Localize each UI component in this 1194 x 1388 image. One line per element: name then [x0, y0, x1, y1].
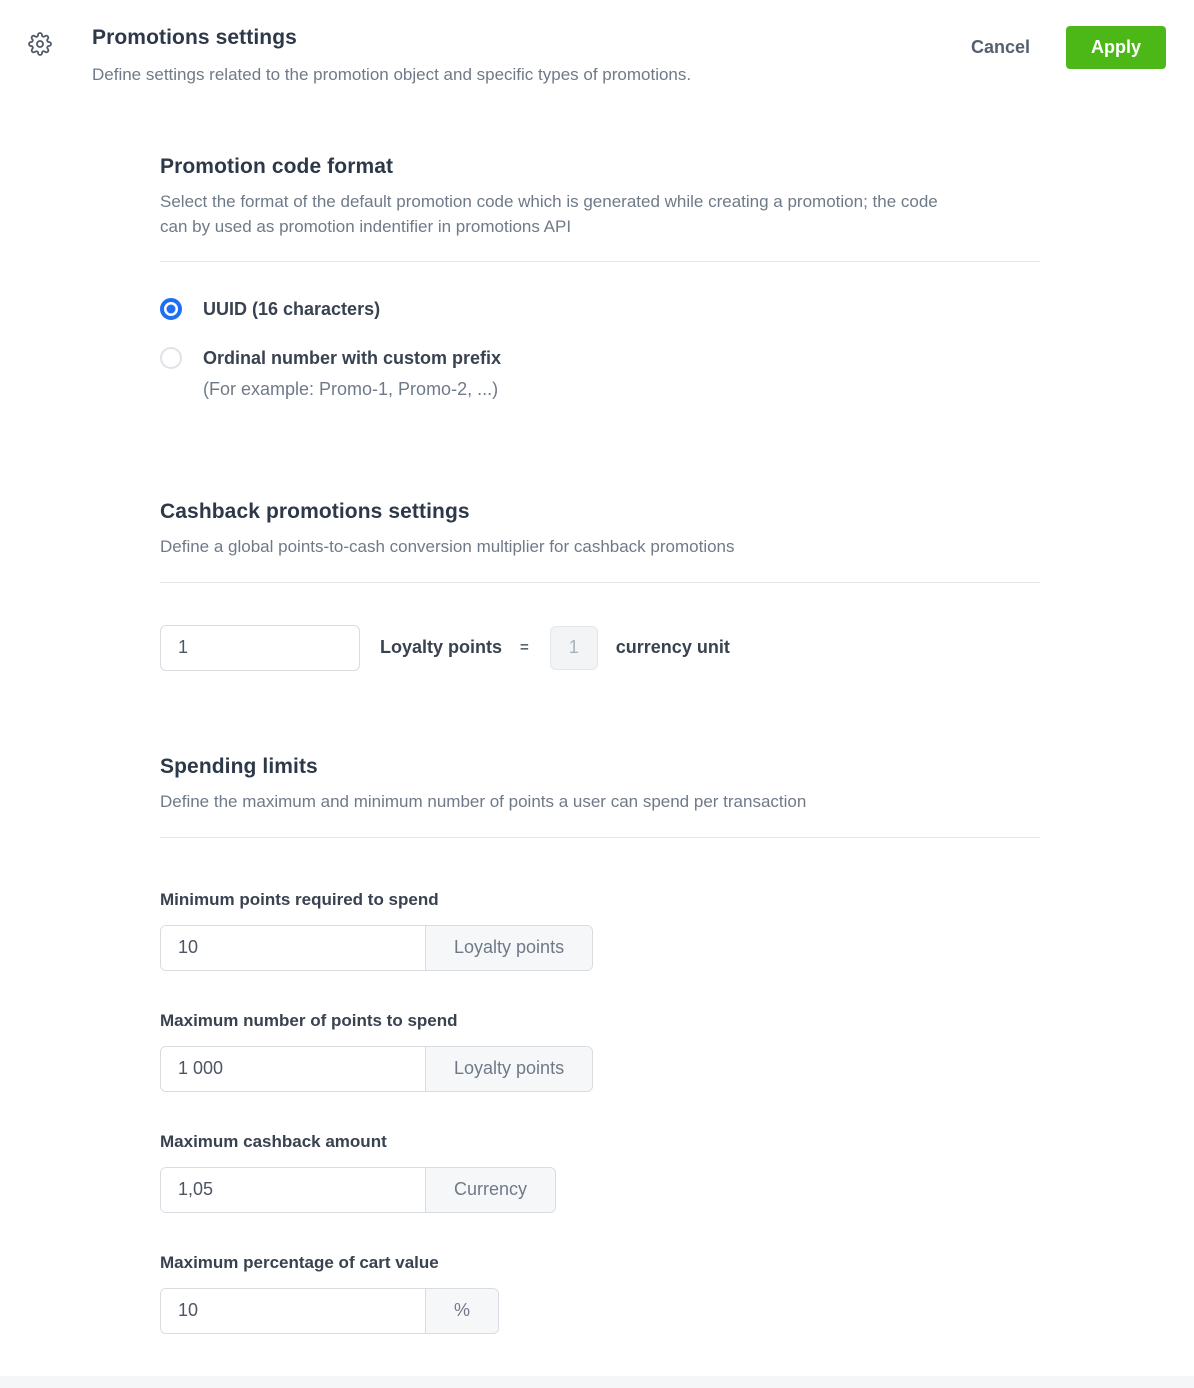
bottom-page-strip	[0, 1376, 1194, 1388]
section-promotion-code-format	[160, 155, 1040, 400]
radio-option-hint: (For example: Promo-1, Promo-2, ...)	[203, 379, 499, 400]
field-maximum-cashback	[160, 1132, 1040, 1213]
field-label: Maximum number of points to spend	[160, 1010, 458, 1030]
radio-button-icon[interactable]	[160, 298, 182, 320]
section-spending-limits	[160, 755, 1040, 1334]
unit-addon: Loyalty points	[425, 926, 592, 970]
input-group	[160, 1288, 499, 1334]
equals-sign: =	[520, 639, 529, 657]
section-heading: Spending limits	[160, 754, 318, 778]
currency-unit-input	[550, 626, 598, 670]
loyalty-points-label: Loyalty points	[380, 637, 503, 658]
page-title: Promotions settings	[92, 26, 297, 49]
field-maximum-points	[160, 1011, 1040, 1092]
input-group	[160, 925, 593, 971]
field-minimum-points	[160, 890, 1040, 971]
cart-percentage-input[interactable]	[161, 1289, 425, 1333]
maximum-cashback-input[interactable]	[161, 1168, 425, 1212]
radio-option-label: UUID (16 characters)	[203, 298, 381, 319]
code-format-radio-group	[160, 298, 1040, 400]
field-maximum-cart-percentage	[160, 1253, 1040, 1334]
input-group	[160, 1046, 593, 1092]
radio-option-uuid[interactable]	[160, 298, 1040, 320]
divider	[160, 837, 1040, 838]
unit-addon: %	[425, 1289, 498, 1333]
currency-unit-label: currency unit	[615, 637, 730, 658]
cancel-button[interactable]: Cancel	[969, 31, 1032, 64]
minimum-points-input[interactable]	[161, 926, 425, 970]
unit-addon: Currency	[425, 1168, 555, 1212]
section-heading: Cashback promotions settings	[160, 500, 470, 524]
input-group	[160, 1167, 556, 1213]
unit-addon: Loyalty points	[425, 1047, 592, 1091]
radio-option-label: Ordinal number with custom prefix	[203, 347, 502, 368]
field-label: Maximum cashback amount	[160, 1131, 387, 1151]
section-description: Define the maximum and minimum number of points a user can spend per transaction	[160, 791, 807, 811]
settings-content	[160, 155, 1040, 1364]
field-label: Maximum percentage of cart value	[160, 1252, 439, 1272]
page-header	[0, 0, 1194, 85]
apply-button[interactable]: Apply	[1066, 26, 1166, 69]
maximum-points-input[interactable]	[161, 1047, 425, 1091]
radio-button-icon[interactable]	[160, 347, 182, 369]
section-description: Select the format of the default promotion code which is generated while creating a promotion; the code can by used as promotion indentifier in promotions API	[160, 192, 938, 236]
loyalty-points-input[interactable]	[160, 625, 360, 671]
section-heading: Promotion code format	[160, 155, 394, 178]
gear-icon	[28, 32, 52, 56]
section-description: Define a global points-to-cash conversion multiplier for cashback promotions	[160, 537, 735, 557]
page-subtitle: Define settings related to the promotion object and specific types of promotions.	[92, 65, 692, 84]
radio-option-ordinal[interactable]	[160, 347, 1040, 369]
points-conversion-row	[160, 625, 1040, 671]
divider	[160, 582, 1040, 583]
section-cashback-settings	[160, 500, 1040, 671]
divider	[160, 261, 1040, 262]
field-label: Minimum points required to spend	[160, 889, 439, 909]
